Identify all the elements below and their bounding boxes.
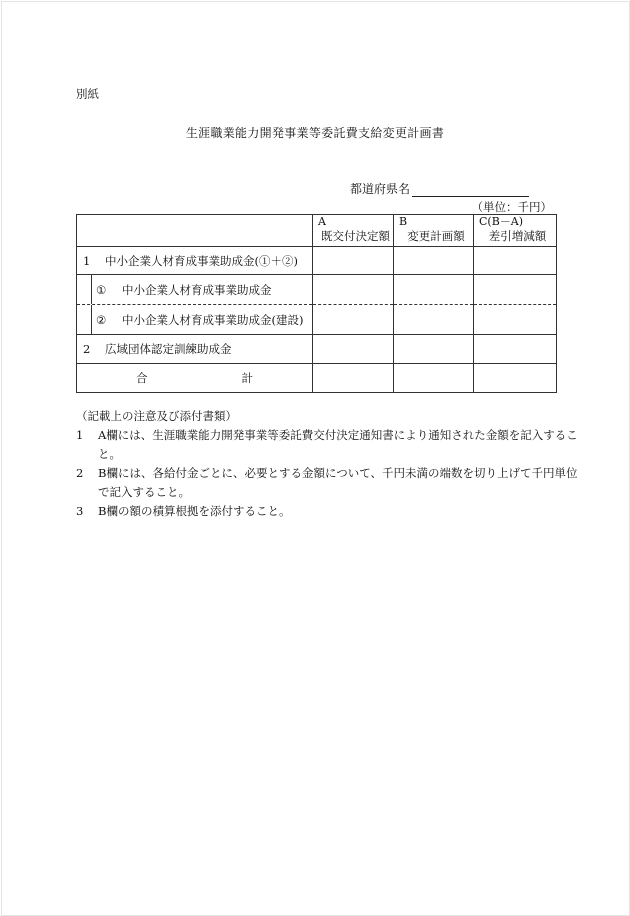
table-row-2 [77,335,557,364]
prefecture-input-line[interactable] [412,182,529,197]
row-1-cell-c[interactable] [474,247,557,275]
row-2-cell-a[interactable] [313,335,394,364]
total-cell-c[interactable] [474,364,557,393]
attachment-label: 別紙 [76,87,99,101]
notes-section [76,407,583,521]
table-row-1b [77,305,557,335]
row-1a-cell-a[interactable] [313,275,394,305]
total-label: 合 計 [77,364,313,393]
row-1-cell-a[interactable] [313,247,394,275]
plan-table [76,214,557,393]
document-title: 生涯職業能力開発事業等委託費支給変更計画書 [185,126,445,140]
table-total-row [77,364,557,393]
column-a-header: A 既交付決定額 [313,215,394,247]
row-2-cell-b[interactable] [394,335,474,364]
table-row-1 [77,247,557,275]
row-1b-cell-b[interactable] [394,305,474,335]
row-1a-label: ① 中小企業人材育成事業助成金 [77,275,313,305]
notes-title: （記載上の注意及び添付書類） [76,409,237,423]
row-1b-label: ② 中小企業人材育成事業助成金(建設) [77,305,313,335]
row-2-label: 2 広域団体認定訓練助成金 [77,335,313,364]
prefecture-label: 都道府県名 [350,182,411,196]
note-item: 2 B欄には、各給付金ごとに、必要とする金額について、千円未満の端数を切り上げて千円単位で記入すること。 [76,466,578,499]
header-blank-cell [77,215,313,247]
row-1a-cell-c[interactable] [474,275,557,305]
unit-label: （単位：千円） [471,200,552,214]
row-1-cell-b[interactable] [394,247,474,275]
note-item: 3 B欄の額の積算根拠を添付すること。 [76,504,291,518]
row-1a-cell-b[interactable] [394,275,474,305]
column-c-header: C(B－A) 差引増減額 [474,215,557,247]
prefecture-field [350,180,529,197]
note-item: 1 A欄には、生涯職業能力開発事業等委託費交付決定通知書により通知された金額を記入すること。 [76,428,578,461]
row-1-label: 1 中小企業人材育成事業助成金(①＋②) [77,247,313,275]
row-1b-cell-c[interactable] [474,305,557,335]
row-2-cell-c[interactable] [474,335,557,364]
table-header-row [77,215,557,247]
table-row-1a [77,275,557,305]
row-1b-cell-a[interactable] [313,305,394,335]
total-cell-b[interactable] [394,364,474,393]
total-cell-a[interactable] [313,364,394,393]
column-b-header: B 変更計画額 [394,215,474,247]
